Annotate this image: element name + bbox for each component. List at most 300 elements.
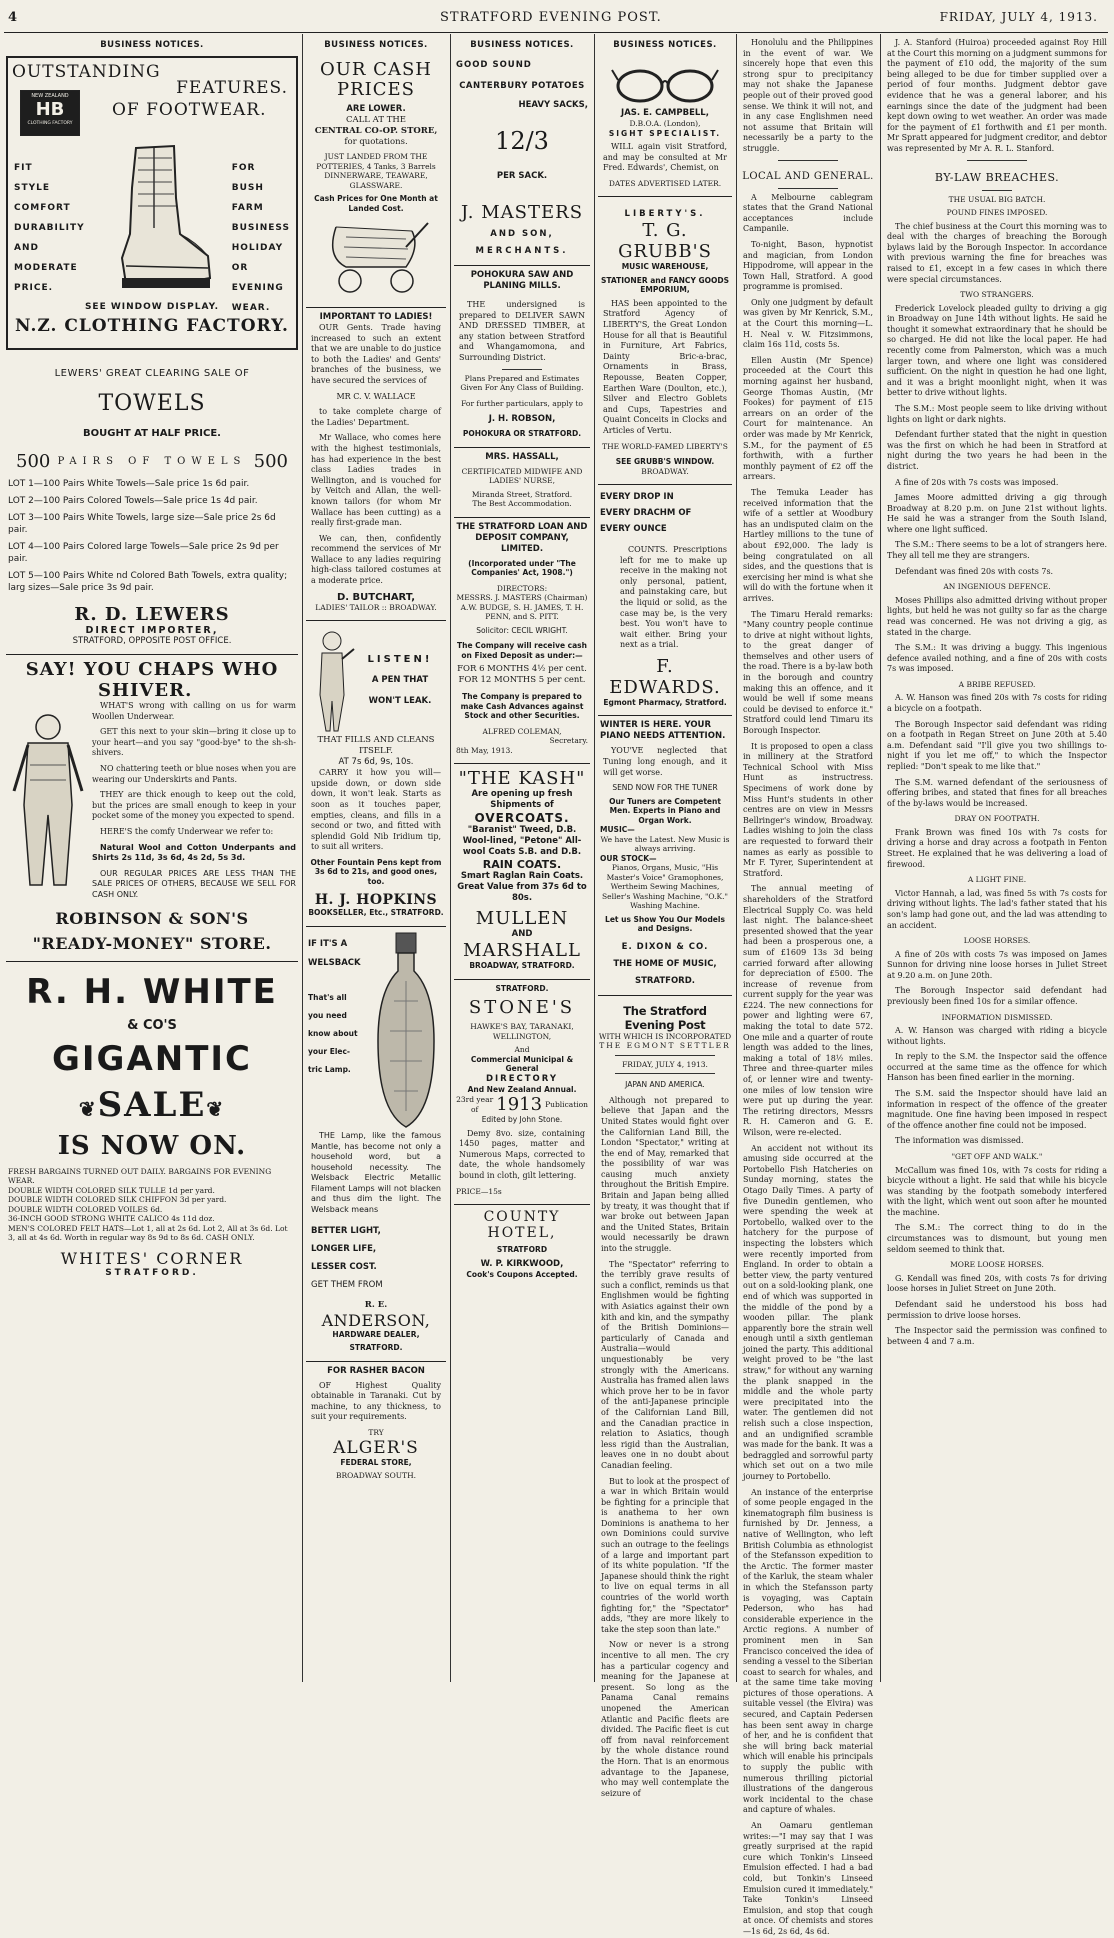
- divider: [502, 369, 542, 370]
- advertiser-name: MRS. HASSALL,: [485, 451, 559, 462]
- masthead-title: STRATFORD EVENING POST.: [440, 10, 662, 25]
- ad-line: AT 7s 6d, 9s, 10s.: [338, 757, 414, 768]
- ad-paragraph: YOU'VE neglected that Tuning long enough, and it will get worse.: [603, 746, 727, 777]
- ad-line: your Elec-: [308, 1046, 351, 1056]
- alger-ad: [306, 1362, 446, 1489]
- article-paragraph: A fine of 20s with 7s costs was imposed.: [895, 477, 1059, 487]
- lot-item: LOT 1—100 Pairs White Towels—Sale price 1s 6d pair.: [8, 479, 250, 489]
- lot-item: LOT 2—100 Pairs Colored Towels—Sale price 1s 4d pair.: [8, 496, 258, 506]
- pram-illustration: [316, 217, 436, 295]
- advertiser-name: F. EDWARDS.: [609, 655, 721, 698]
- article-paragraph: James Moore admitted driving a gig through Broadway at 8.20 p.m. on June 21st without lights. He said he was a stranger from the South Island, where one light sufficed.: [887, 493, 1107, 534]
- sale-line: 36-INCH GOOD STRONG WHITE CALICO 4s 11d doz.: [8, 1214, 215, 1223]
- column-2: [306, 36, 446, 1681]
- article-paragraph: The S.M.: The correct thing to do in the circumstances was to dismount, but young men seldom seemed to think that.: [887, 1223, 1107, 1254]
- ad-line: Other Fountain Pens kept from 3s 6d to 21s, and good ones, too.: [310, 857, 442, 886]
- ad-paragraph: HAS been appointed to the Stratford Agency of LIBERTY'S, the Great London House for all that is Beautiful in Furniture, Art Fabrics, Dainty Bric-a-brac, Ornaments in Brass, Repousse, Beaten Copper, Earthen Ware (Doulton, etc.), Silver and Electro Goblets and Cups, Tapestries and Quaint Conceits in Clocks and Articles of Vertu.: [603, 298, 727, 435]
- advertiser-name: MARSHALL: [463, 940, 581, 962]
- ad-line: RAIN COATS.: [482, 858, 562, 872]
- ad-line: BETTER LIGHT,: [311, 1225, 381, 1236]
- ad-address: Miranda Street, Stratford.: [471, 489, 573, 499]
- article-paragraph: Frederick Lovelock pleaded guilty to driving a gig in Broadway on June 14th without lights. He said he thought it somewhat extraordinary that he should be so charged. He did not like the local paper. He had recently come from Palmerston, which was a much larger town, and where one light was considered sufficient. On the night in question he had one light, and it was a bright moonlight night, when it was better to drive without lights.: [887, 303, 1107, 398]
- sub-heading: INFORMATION DISMISSED.: [941, 1012, 1053, 1022]
- ad-line: MESSRS. J. MASTERS (Chairman) A.W. BUDGE, S. H. JAMES, T. H. PENN, and S. PITT.: [456, 593, 588, 622]
- article-paragraph: Moses Phillips also admitted driving without proper lights, but held he was not guilty so far as the charge read was concerned. He was not driving a gig, as stated in the charge.: [887, 595, 1107, 637]
- ad-line: Pianos, Organs, Music, "His Master's Voice" Gramophones, Wertheim Sewing Machines, Seller's Washing Machine, "O.K." Washing Machine.: [602, 863, 728, 911]
- ad-paragraph: OUR Gents. Trade having increased to such an extent that we are unable to do justice to both the Ladies' and Gents' branches of the business, we have secured the services of: [311, 323, 441, 385]
- column-4: [598, 36, 732, 1798]
- ad-line: EVERY DROP IN: [600, 492, 674, 502]
- ad-line: That's all: [308, 992, 347, 1002]
- divider: [982, 190, 1012, 191]
- ad-line: FEDERAL STORE,: [340, 1457, 412, 1467]
- article-paragraph: The S.M.: There seems to be a lot of strangers here. They all tell me they are strangers.: [887, 540, 1107, 561]
- article-paragraph: J. A. Stanford (Huiroa) proceeded against Roy Hill at the Court this morning on a judgment summons for the payment of £10 odd, the majority of the sum being alleged to be due for timber supplied over a period of four months. Judgment debtor gave evidence that he was a general laborer, and his earnings since the date of the judgment had been kept down owing to wet weather. An order was made for the payment of £1 forthwith and £1 per month. Mr Spratt appeared for judgment creditor, and debtor was represented by Mr A. R. L. Stanford.: [887, 38, 1107, 153]
- ad-line: Plans Prepared and Estimates Given For Any Class of Building.: [460, 373, 584, 393]
- list-item: WEAR.: [231, 303, 271, 313]
- section-header: BUSINESS NOTICES.: [324, 40, 428, 50]
- ad-paragraph: OF Highest Quality obtainable in Taranaki. Cut by machine, to any thickness, to suit your requirements.: [311, 1380, 441, 1422]
- ad-line: HARDWARE DEALER,: [332, 1329, 420, 1339]
- lamp-text: [308, 931, 370, 1131]
- article-paragraph: Defendant was fined 20s with costs 7s.: [895, 566, 1054, 576]
- ad-line: AND: [511, 929, 533, 940]
- ad-headline: COUNTY HOTEL,: [483, 1209, 561, 1242]
- divider: [615, 1073, 715, 1074]
- article-body: [884, 38, 1110, 155]
- ad-headline: "THE KASH": [458, 768, 586, 790]
- ad-line: Our Tuners are Competent Men. Experts in Piano and Organ Work.: [609, 796, 721, 825]
- robinson-ad: [6, 655, 298, 962]
- article-paragraph: Although not prepared to believe that Japan and the United States would fight over the Californian Land Bill, the London "Spectator," writing at the end of May, remarked that the possibility of war was causing much anxiety throughout the British Empire. Britain and Japan being allied by treaty, it was thought that if war broke out between Japan and the United States, Britain would necessarily be drawn into the struggle.: [601, 1095, 729, 1254]
- ad-line: THE EGMONT SETTLER: [599, 1041, 731, 1051]
- masthead-rule: [4, 32, 1108, 33]
- coop-ad: [306, 56, 446, 308]
- article-paragraph: Defendant said he understood his boss had permission to drive loose horses.: [887, 1299, 1107, 1320]
- lot-item: LOT 3—100 Pairs White Towels, large size—Sale price 2s 6d pair.: [8, 513, 276, 535]
- advertiser-name: MULLEN: [475, 908, 569, 930]
- advertiser-name: R. D. LEWERS: [74, 604, 230, 625]
- list-item: FARM: [231, 203, 264, 213]
- ad-paragraph: Natural Wool and Cotton Underpants and Shirts 2s 11d, 3s 6d, 4s 2d, 5s 3d.: [92, 842, 296, 863]
- nz-clothing-factory-ad: [6, 56, 298, 350]
- ad-headline: OUR CASH PRICES: [319, 59, 432, 100]
- column-divider: [450, 34, 451, 1682]
- news-item: Ellen Austin (Mr Spence) proceeded at the Court this morning against her husband, George Thomas Austin, (Mr Fookes) for payment of £15 arrears on an order of the Court for maintenance. An order was made by Mr Kenrick, S.M., for the payment of £5 forthwith, with a further monthly payment of £2 off the arrears.: [743, 355, 873, 482]
- lot-item: LOT 5—100 Pairs White nd Colored Bath Towels, extra quality; larg sizes—Sale price 3s 9d pair.: [8, 571, 288, 593]
- ad-headline: OF FOOTWEAR.: [112, 100, 267, 120]
- ad-address: BROADWAY, STRATFORD.: [469, 961, 575, 971]
- article-paragraph: Frank Brown was fined 10s with 7s costs for driving a horse and dray across a footpath in Fenton Street. He explained that he was delivering a load of firewood.: [887, 827, 1107, 869]
- sub-heading: AN INGENIOUS DEFENCE.: [943, 582, 1051, 592]
- quantity-row: [16, 451, 288, 472]
- ad-line: And: [514, 1045, 530, 1055]
- ad-paragraph: CARRY it how you will—upside down, or down side down, it won't leak. Starts as soon as it touches paper, empties, cleans, and fills in a second or two, and fitted with splendid Gold Nib Iridium tip, to suit all writers.: [311, 768, 441, 852]
- feature-list-left: [14, 158, 85, 298]
- boot-illustration: [96, 138, 216, 298]
- ad-headline: THE STRATFORD LOAN AND DEPOSIT COMPANY, LIMITED.: [456, 521, 588, 554]
- ad-headline: POHOKURA SAW AND PLANING MILLS.: [470, 270, 574, 291]
- editorial-date: FRIDAY, JULY 4, 1913.: [622, 1059, 708, 1069]
- article-paragraph: The S.M. warned defendant of the seriousness of offering bribes, and stated that fines for all breaches of the by-laws would be increased.: [887, 777, 1107, 808]
- ad-address: STRATFORD.: [634, 975, 696, 986]
- lamp-bulb-illustration: [370, 931, 442, 1131]
- ad-line: THE HOME OF MUSIC,: [613, 958, 717, 969]
- ad-line: HEAVY SACKS,: [518, 100, 588, 110]
- article-paragraph: In reply to the S.M. the Inspector said the offence occurred at the same time as the offence for which Hanson has been fined earlier in the morning.: [887, 1052, 1107, 1083]
- ad-line: Commercial Municipal & General: [470, 1054, 574, 1074]
- ad-line: HAWKE'S BAY, TARANAKI, WELLINGTON,: [470, 1022, 574, 1041]
- ad-line: MERCHANTS.: [475, 246, 569, 256]
- ad-signature: ALFRED COLEMAN,: [482, 726, 562, 736]
- ad-line: THAT FILLS AND CLEANS ITSELF.: [317, 735, 435, 757]
- sub-heading: POUND FINES IMPOSED.: [946, 208, 1048, 218]
- kash-ad: [454, 764, 590, 980]
- news-item: The Timaru Herald remarks: "Many country people continue to drive at night without lights, to the great danger of themselves and other users of the road. There is a by-law both in the borough and country making this an offence, and it would be well if some means could be devised to enforce it." Stratford could lend Timaru its Borough Inspector.: [743, 609, 873, 736]
- advertiser-name: T. G. GRUBB'S: [618, 220, 712, 263]
- news-item: The annual meeting of shareholders of the Stratford Electrical Supply Co. was held last night. The balance-sheet presented showed that the year had been a prosperous one, a sum of £1609 13s 3d being carried forward after allowing for depreciation of £500. The increase of revenue from current supply for the year was £224. The new connections for power and lighting were 67, making the total to date 572. One mile and a quarter of route length was added to the lines, making a total of 18½ miles. Three and three-quarter miles of, or lenner wire and twenty-one miles of low tension wire were put up during the year. The retiring directors, Messrs R. H. Cameron and G. E. Wilson, were re-elected.: [743, 884, 873, 1137]
- column-divider: [736, 34, 737, 1682]
- ad-line: STRATFORD: [496, 1245, 548, 1255]
- ad-line: For further particulars, apply to: [461, 398, 583, 408]
- column-3: [454, 36, 590, 1681]
- sub-heading: MORE LOOSE HORSES.: [950, 1260, 1044, 1270]
- ad-address: STRATFORD.: [105, 1267, 199, 1278]
- ad-line: TRY: [368, 1428, 384, 1438]
- ad-line: Solicitor: CECIL WRIGHT.: [476, 625, 568, 635]
- county-hotel-ad: [454, 1205, 590, 1287]
- ad-line: OVERCOATS.: [474, 811, 570, 826]
- list-item: STYLE: [14, 183, 51, 193]
- stone-directory-ad: [454, 980, 590, 1205]
- anderson-ad: [306, 927, 446, 1362]
- list-item: BUSH: [231, 183, 264, 193]
- advertiser-name: N.Z. CLOTHING FACTORY.: [15, 316, 289, 336]
- ad-headline: FOR RASHER BACON: [327, 1365, 425, 1376]
- ad-line: EVERY OUNCE: [600, 524, 667, 534]
- ad-line: CALL AT THE: [346, 115, 406, 125]
- lamp-header: [308, 931, 444, 1131]
- lot-item: LOT 4—100 Pairs Colored large Towels—Sale price 2s 9d per pair.: [8, 542, 279, 564]
- ad-body: [308, 768, 444, 853]
- masthead: [0, 8, 1114, 30]
- article-paragraph: The Borough Inspector said defendant was riding on a footpath in Regan Street on June 20th at 5.40 a.m. Defendant said "I'll give you two shillings to-night if you let me off," to which the Inspector replied: "Don't speak to me like that.": [887, 719, 1107, 771]
- rate-line: FOR 12 MONTHS 5 per cent.: [458, 675, 586, 686]
- news-item: An Oamaru gentleman writes:—"I may say that I was greatly surprised at the rapid cure which Tonkin's Linseed Emulsion effected. I had a bad cold, but Tonkin's Linseed Emulsion cured it immediately." Take Tonkin's Linseed Emulsion, and stop that cough at once. Of chemists and stores—1s 6d, 2s 6d, 4s 6d.: [743, 1821, 873, 1936]
- ad-headline: OUTSTANDING: [12, 62, 161, 82]
- ad-line: GET THEM FROM: [311, 1279, 383, 1290]
- sale-list: [8, 1167, 296, 1243]
- ad-line: THE WORLD-FAMED LIBERTY'S: [602, 441, 728, 451]
- ad-paragraph: We can, then, confidently recommend the services of Mr Wallace to any ladies requiring high-class tailored costumes at a moderate price.: [311, 533, 441, 586]
- news-item: Only one judgment by default was given by Mr Kenrick, S.M., at the Court this morning—L. H. Neal v. W. Fitzsimmons, claim 16s 11d, costs 5s.: [743, 297, 873, 350]
- ad-line: And New Zealand Annual.: [467, 1084, 577, 1094]
- hb-logo: [20, 90, 80, 136]
- lewers-ad: [6, 350, 298, 655]
- masthead-date: FRIDAY, JULY 4, 1913.: [939, 10, 1098, 24]
- advertiser-name: J. MASTERS: [460, 202, 584, 223]
- article-paragraph: Now or never is a strong incentive to all men. The cry has a particular cogency and meaning for the Japanese at present. So long as the Panama Canal remains unopened the American Atlantic and Pacific fleets are divided. The Pacific fleet is cut off from naval reinforcement by the whole distance round the Horn. That is an enormous advantage to the Japanese, who may well contemplate the seizure of: [601, 1640, 729, 1798]
- news-item: An instance of the enterprise of some people engaged in the kinematograph film business is furnished by Dr. Jenness, a native of Wellington, who left British Columbia as ethnologist of the Stefansson expedition to the Arctic. The former master of the Karluk, the steam whaler in which the Stefansson party is voyaging, was Captain Pederson, who has had considerable experience in the Arctic regions. A number of prominent men in San Francisco conceived the idea of sending a vessel to the Siberian coast to search for whales, and at the same time take moving pictures of those operations. A suitable vessel (the Elvira) was secured, and Captain Pedersen has been sent away in charge of her, and he is confident that she will bring back material which will enable his principals to supply the public with numerous thrilling pictorial illustrations of the dangerous work incidental to the chase and capture of whales.: [743, 1487, 873, 1815]
- sub-heading: TWO STRANGERS.: [960, 290, 1034, 300]
- ad-address: POHOKURA OR STRATFORD.: [462, 429, 582, 439]
- ad-headline: LISTEN!: [367, 653, 433, 665]
- ad-line: OUR STOCK—: [600, 853, 657, 863]
- edwards-headline: [600, 489, 730, 537]
- ad-line: for quotations.: [344, 137, 408, 147]
- ad-line: Cash Prices for One Month at Landed Cost.: [314, 194, 438, 213]
- ad-headline: SHIVER.: [98, 680, 193, 701]
- year: 1913: [496, 1094, 543, 1116]
- list-item: BUSINESS: [231, 223, 290, 233]
- ad-headline: IS NOW ON.: [57, 1130, 247, 1161]
- column-divider: [594, 34, 595, 1682]
- list-item: DURABILITY: [14, 223, 85, 233]
- spectacles-icon: [610, 64, 720, 104]
- ad-body: [600, 142, 730, 174]
- ad-line: CERTIFICATED MIDWIFE AND LADIES' NURSE,: [461, 466, 583, 486]
- news-item: An accident not without its amusing side occurred at the Portobello Fish Hatcheries on Sunday morning, states the Otago Daily Times. A party of five Dunedin gentlemen, who were spending the week at Portobello, walked over to the hatchery for the purpose of inspecting the lobsters which were recently imported from England. In order to obtain a better view, the party ventured out on a sold-looking plank, one end of which was supported in the middle of the pond by a wooden pillar. The plank apparently bore the strain well enough until a sixth gentleman joined the party. This additional weight proved to be "the last straw," for without any warning the plank snapped in the middle and the whole party were precipitated into the water. The gentlemen did not relish such a close inspection, and an undignified scramble was made for the bank. It was a bedraggled and sorrowful party which set out on a two mile journey to Portobello.: [743, 1143, 873, 1481]
- ad-paragraph: THE Lamp, like the famous Mantle, has become not only a household word, but a household necessity. The Welsback Electric Metallic Filament Lamps will not blacken and thus dim the light. The Welsback means: [311, 1130, 441, 1215]
- ad-paragraph: MR C. V. WALLACE: [336, 391, 416, 401]
- ad-paragraph: COUNTS. Prescriptions left for me to make up receive in the making not only personal, patient, and painstaking care, but the liquid or solid, as the case may be, is the very best. You won't have to wait either. Bring your next as a trial.: [620, 545, 727, 650]
- section-heading: BY-LAW BREACHES.: [934, 170, 1060, 184]
- sub-heading: DRAY ON FOOTPATH.: [954, 814, 1040, 824]
- boy-illustration: [308, 625, 356, 735]
- logo-text: NEW ZEALAND: [31, 93, 69, 99]
- editorial: [598, 1004, 732, 1800]
- ad-body: [456, 1129, 588, 1182]
- article-paragraph: The chief business at the Court this morning was to deal with the charges of breaching the Borough bylaws laid by the Borough Inspector. In accordance with previous warning the fine for breaches was raised to £1, except in a few cases in which there were special circumstances.: [887, 221, 1107, 284]
- rate-line: FOR 6 MONTHS 4½ per cent.: [457, 664, 587, 675]
- ad-line: "Baranist" Tweed, D.B. Wool-lined, "Petone" All-wool Coats S.B. and D.B.: [462, 825, 582, 858]
- newspaper-title: The Stratford Evening Post: [623, 1003, 707, 1032]
- article-paragraph: A. W. Hanson was charged with riding a bicycle without lights.: [887, 1026, 1107, 1046]
- ad-address: BOOKSELLER, Etc., STRATFORD.: [308, 908, 444, 918]
- ad-paragraph: GET this next to your skin—bring it close up to your heart—and you say "good-bye" to the sh-sh-shivers.: [92, 727, 296, 758]
- ad-headline: SALE: [97, 1084, 207, 1125]
- ad-line: WITH WHICH IS INCORPORATED: [598, 1031, 732, 1041]
- article-paragraph: The "Spectator" referring to the terribly grave results of such a conflict, reminds us that Englishmen would be fighting with Asiatics against their own kith and kin, and the sympathy of the British Dominions—particularly of Canada and Australia—would unquestionably be very strongly with the Americans. Australia has framed alien laws which prove her to be in favor of the anti-Japanese principle of the Californian Land Bill, and the Canadian practice in relation to Asiatics, though less rigid than the Australian, leaves one in no doubt about Canadian feeling.: [601, 1259, 729, 1470]
- ad-line: Edited by John Stone.: [481, 1115, 563, 1125]
- ad-address: Egmont Pharmacy, Stratford.: [603, 697, 727, 707]
- ad-line: The Best Accommodation.: [472, 499, 572, 509]
- divider: [778, 160, 838, 161]
- article-paragraph: The S.M. said the Inspector should have laid an information in respect of the offence of the greater magnitude. One fine having been imposed in respect of the offence another fine could not be imposed.: [887, 1089, 1107, 1130]
- ad-headline: GIGANTIC: [51, 1038, 253, 1079]
- ad-line: AND SON,: [490, 229, 554, 239]
- advertiser-name: ROBINSON & SON'S: [55, 908, 249, 928]
- ad-line: DATES ADVERTISED LATER.: [608, 178, 722, 188]
- section-header: BUSINESS NOTICES.: [470, 40, 574, 50]
- list-item: PRICE.: [14, 283, 54, 293]
- quantity-label: PAIRS OF TOWELS: [57, 456, 247, 467]
- edwards-ad: [598, 485, 732, 716]
- section-header: BUSINESS NOTICES.: [613, 40, 717, 50]
- local-news-body: [740, 193, 876, 1938]
- sub-heading: A BRIBE REFUSED.: [958, 679, 1036, 689]
- ad-headline: SAY! YOU CHAPS WHO: [25, 659, 279, 680]
- sub-heading: THE USUAL BIG BATCH.: [948, 194, 1046, 204]
- ad-line: & CO'S: [127, 1017, 177, 1033]
- page-number: 4: [8, 10, 19, 25]
- article-paragraph: The S.M.: Most people seem to like driving without lights on light or dark nights.: [887, 403, 1107, 424]
- edition-line: [456, 1094, 588, 1115]
- ad-line: Publication: [545, 1099, 588, 1109]
- ad-paragraph: to take complete charge of the Ladies' Department.: [311, 407, 441, 427]
- ad-line: EVERY DRACHM OF: [600, 508, 692, 518]
- article-headline: JAPAN AND AMERICA.: [625, 1080, 705, 1090]
- ad-body: [600, 746, 730, 778]
- ad-line: ARE LOWER.: [346, 104, 406, 114]
- article-body: [740, 38, 876, 155]
- quantity: 500: [16, 451, 51, 472]
- pen-headlines: [356, 654, 444, 707]
- article-paragraph: A fine of 20s with costs 7s was imposed on James Sunnon for driving nine loose horses in Juliet Street at 9.20 a.m. on June 20th.: [887, 949, 1107, 980]
- ad-paragraph: Mr Wallace, who comes here with the highest testimonials, has had experience in the best class Ladies trades in Wellington, and is vouched for by Veitch and Allan, the well-known tailors (for whom Mr Wallace has been cutting) as a really first-grade man.: [311, 433, 441, 528]
- article-paragraph: The Borough Inspector said defendant had previously been fined 10s for a similar offence.: [887, 986, 1107, 1006]
- article-paragraph: The S.M.: It was driving a buggy. This ingenious defence availed nothing, and a fine of 20s with costs 7s was imposed.: [887, 643, 1107, 674]
- advertiser-name: R. H. WHITE: [26, 971, 278, 1012]
- list-item: OR: [231, 263, 249, 273]
- sub-heading: "GET OFF AND WALK.": [951, 1152, 1043, 1161]
- ad-line: Smart Raglan Rain Coats. Great Value from 37s 6d to 80s.: [457, 871, 587, 904]
- news-item: A Melbourne cablegram states that the Grand National acceptances include Campanile.: [743, 192, 873, 234]
- hassall-ad: [454, 448, 590, 518]
- divider: [778, 188, 838, 189]
- article-paragraph: Honolulu and the Philippines in the event of war. We sincerely hope that even this strong spur to precipitancy may not shake the Japanese people out of their proved good sense. We think it will not, and in any case Englishmen need not assume that Britain will necessarily be a party to the struggle.: [743, 38, 873, 153]
- list-item: EVENING: [231, 283, 284, 293]
- price: PRICE—15s: [456, 1186, 502, 1196]
- advertiser-name: H. J. HOPKINS: [314, 892, 438, 909]
- ad-body: [456, 300, 588, 364]
- ad-line: SEND NOW FOR THE TUNER: [612, 783, 718, 793]
- article-paragraph: Victor Hannah, a lad, was fined 5s with 7s costs for driving without lights. The lad's father stated that his son's lamp had gone out, and the lad was attending to an accident.: [887, 888, 1107, 930]
- ad-line: STRATFORD.: [495, 983, 549, 993]
- section-heading: LOCAL AND GENERAL.: [742, 170, 874, 182]
- ad-address: BROADWAY SOUTH.: [335, 1471, 417, 1481]
- ad-paragraph: Demy 8vo. size, containing 1450 pages, matter and Numerous Maps, corrected to date, the whole handsomely bound in cloth, gilt lettering.: [459, 1128, 585, 1180]
- logo-text: HB: [35, 99, 65, 120]
- article-paragraph: But to look at the prospect of a war in which Britain would be fighting for a principle that is anathema to her own Dominions is anathema to her own Dominions could survive such an outrage to the feelings of a large and important part of its white population. "If the Japanese should think the right to live on equal terms in all countries of the world worth fighting for," the "Spectator" adds, "they are more likely to take the step soon than late.": [601, 1476, 729, 1634]
- ad-line: LIBERTY'S.: [624, 209, 706, 220]
- ad-body: [308, 1381, 444, 1423]
- sale-line: DOUBLE WIDTH COLORED SILK CHIFFON 3d per yard.: [8, 1195, 227, 1204]
- ad-body: [600, 299, 730, 437]
- ad-line: D.B.O.A. (London),: [629, 119, 701, 128]
- ad-line: CANTERBURY POTATOES: [459, 81, 585, 91]
- advertiser-name: ALGER'S: [333, 1437, 419, 1458]
- campbell-ad: [598, 56, 732, 197]
- ad-line: PER SACK.: [496, 171, 548, 181]
- list-item: MODERATE: [14, 263, 78, 273]
- ad-body: [308, 323, 444, 587]
- ad-line: WELSBACK: [308, 957, 361, 968]
- ad-subtitle: BOUGHT AT HALF PRICE.: [83, 428, 221, 439]
- ad-line: know about: [308, 1028, 358, 1038]
- ad-line: SEE GRUBB'S WINDOW.: [615, 457, 715, 466]
- advertiser-name: D. BUTCHART,: [336, 591, 416, 603]
- news-item: It is proposed to open a class in millinery at the Stratford Technical School with Miss Hunt as instructress. Specimens of work done by Miss Hunt's students in other centres are on view in Messrs Bellringer's window, Broadway. Ladies wishing to join the class are requested to forward their names as early as possible to Mr F. Tyrer, Superintendent at Stratford.: [743, 741, 873, 878]
- ad-address: STRATFORD, OPPOSITE POST OFFICE.: [72, 636, 232, 646]
- ad-line: Cook's Coupons Accepted.: [466, 1269, 578, 1279]
- sale-headline: ❦SALE❦: [78, 1084, 226, 1125]
- ad-paragraph: THEY are thick enough to keep out the cold, but the prices are small enough to keep in your pocket some of the money you expected to spend.: [92, 790, 296, 821]
- ad-line: WON'T LEAK.: [368, 695, 432, 706]
- article-paragraph: A. W. Hanson was fined 20s with 7s costs for riding a bicycle on a footpath.: [887, 693, 1107, 713]
- ad-line: GOOD SOUND: [456, 60, 532, 70]
- ad-body: [308, 1131, 444, 1216]
- ad-line: you need: [308, 1010, 347, 1020]
- quantity: 500: [253, 451, 288, 472]
- ad-address: STRATFORD.: [349, 1343, 403, 1353]
- advertiser-name: "READY-MONEY" STORE.: [32, 933, 272, 953]
- ad-headline: FEATURES.: [176, 78, 288, 98]
- ad-line: Are opening up fresh Shipments of: [471, 789, 573, 811]
- ad-line: IF IT'S A: [308, 938, 348, 949]
- divider: [967, 160, 1027, 161]
- ad-line: DIRECTORS:: [496, 583, 548, 593]
- list-item: COMFORT: [14, 203, 71, 213]
- list-item: AND: [14, 243, 39, 253]
- column-divider: [880, 34, 881, 1682]
- advertiser-name: STONE'S: [468, 997, 576, 1019]
- ad-paragraph: WILL again visit Stratford, and may be consulted at Mr Fred. Edwards', Chemist, on: [603, 142, 727, 173]
- ad-body: [600, 545, 730, 651]
- column-5: [740, 38, 876, 1936]
- price: 12/3: [495, 127, 549, 155]
- ad-paragraph: OUR REGULAR PRICES ARE LESS THAN THE SALE PRICES OF OTHERS, BECAUSE WE SELL FOR CASH ONLY.: [92, 868, 296, 899]
- list-item: FIT: [14, 163, 33, 173]
- list-item: FOR: [231, 163, 256, 173]
- sub-heading: A LIGHT FINE.: [967, 875, 1027, 885]
- butchart-ad: [306, 308, 446, 621]
- ad-line: (Incorporated under "The Companies' Act, 1908."): [468, 558, 576, 578]
- article-body: [598, 1096, 732, 1800]
- ad-line: 23rd year of: [456, 1095, 494, 1114]
- advertiser-name: JAS. E. CAMPBELL,: [621, 108, 709, 118]
- ad-headline: IMPORTANT TO LADIES!: [319, 312, 433, 322]
- grubb-ad: [598, 197, 732, 485]
- window-display: SEE WINDOW DISPLAY.: [84, 302, 220, 312]
- ad-line: SIGHT SPECIALIST.: [608, 128, 722, 138]
- news-item: To-night, Bason, hypnotist and magician, from London Hippodrome, will appear in the Town Hall, Stratford. A good programme is promised.: [743, 239, 873, 292]
- white-ad: [6, 962, 298, 1286]
- ad-headline: TOWELS: [98, 391, 206, 416]
- sale-line: FRESH BARGAINS TURNED OUT DAILY. BARGAINS FOR EVENING WEAR.: [8, 1166, 272, 1185]
- ad-line: STATIONER and FANCY GOODS EMPORIUM,: [600, 275, 730, 295]
- ad-headline: WINTER IS HERE. YOUR PIANO NEEDS ATTENTION.: [600, 720, 726, 742]
- ad-line: The Company is prepared to make Cash Advances against Stock and other Securities.: [460, 692, 584, 721]
- sale-line: DOUBLE WIDTH COLORED VOILES 6d.: [8, 1204, 163, 1214]
- ad-line: LESSER COST.: [311, 1261, 377, 1272]
- ad-line: LONGER LIFE,: [311, 1243, 377, 1254]
- ad-address: LADIES' TAILOR :: BROADWAY.: [315, 602, 437, 612]
- man-illustration: [8, 705, 88, 895]
- ad-line: Secretary.: [549, 736, 588, 746]
- ad-line: Let us Show You Our Models and Designs.: [605, 914, 725, 934]
- article-paragraph: Defendant further stated that the night in question was the first on which he had been in Stratford at night during the two years he had been in the district.: [887, 430, 1107, 471]
- masters-ad: [454, 56, 590, 266]
- advertiser-name: WHITES' CORNER: [60, 1248, 244, 1268]
- pen-header: [308, 625, 444, 735]
- advertiser-name: E. DIXON & CO.: [621, 941, 709, 952]
- loan-company-ad: [454, 518, 590, 765]
- ad-line: CENTRAL CO-OP. STORE,: [314, 126, 438, 136]
- ad-line: We have the Latest. New Music is always arriving.: [600, 834, 730, 854]
- dixon-ad: [598, 716, 732, 995]
- advertiser-name: R. E.: [364, 1299, 388, 1310]
